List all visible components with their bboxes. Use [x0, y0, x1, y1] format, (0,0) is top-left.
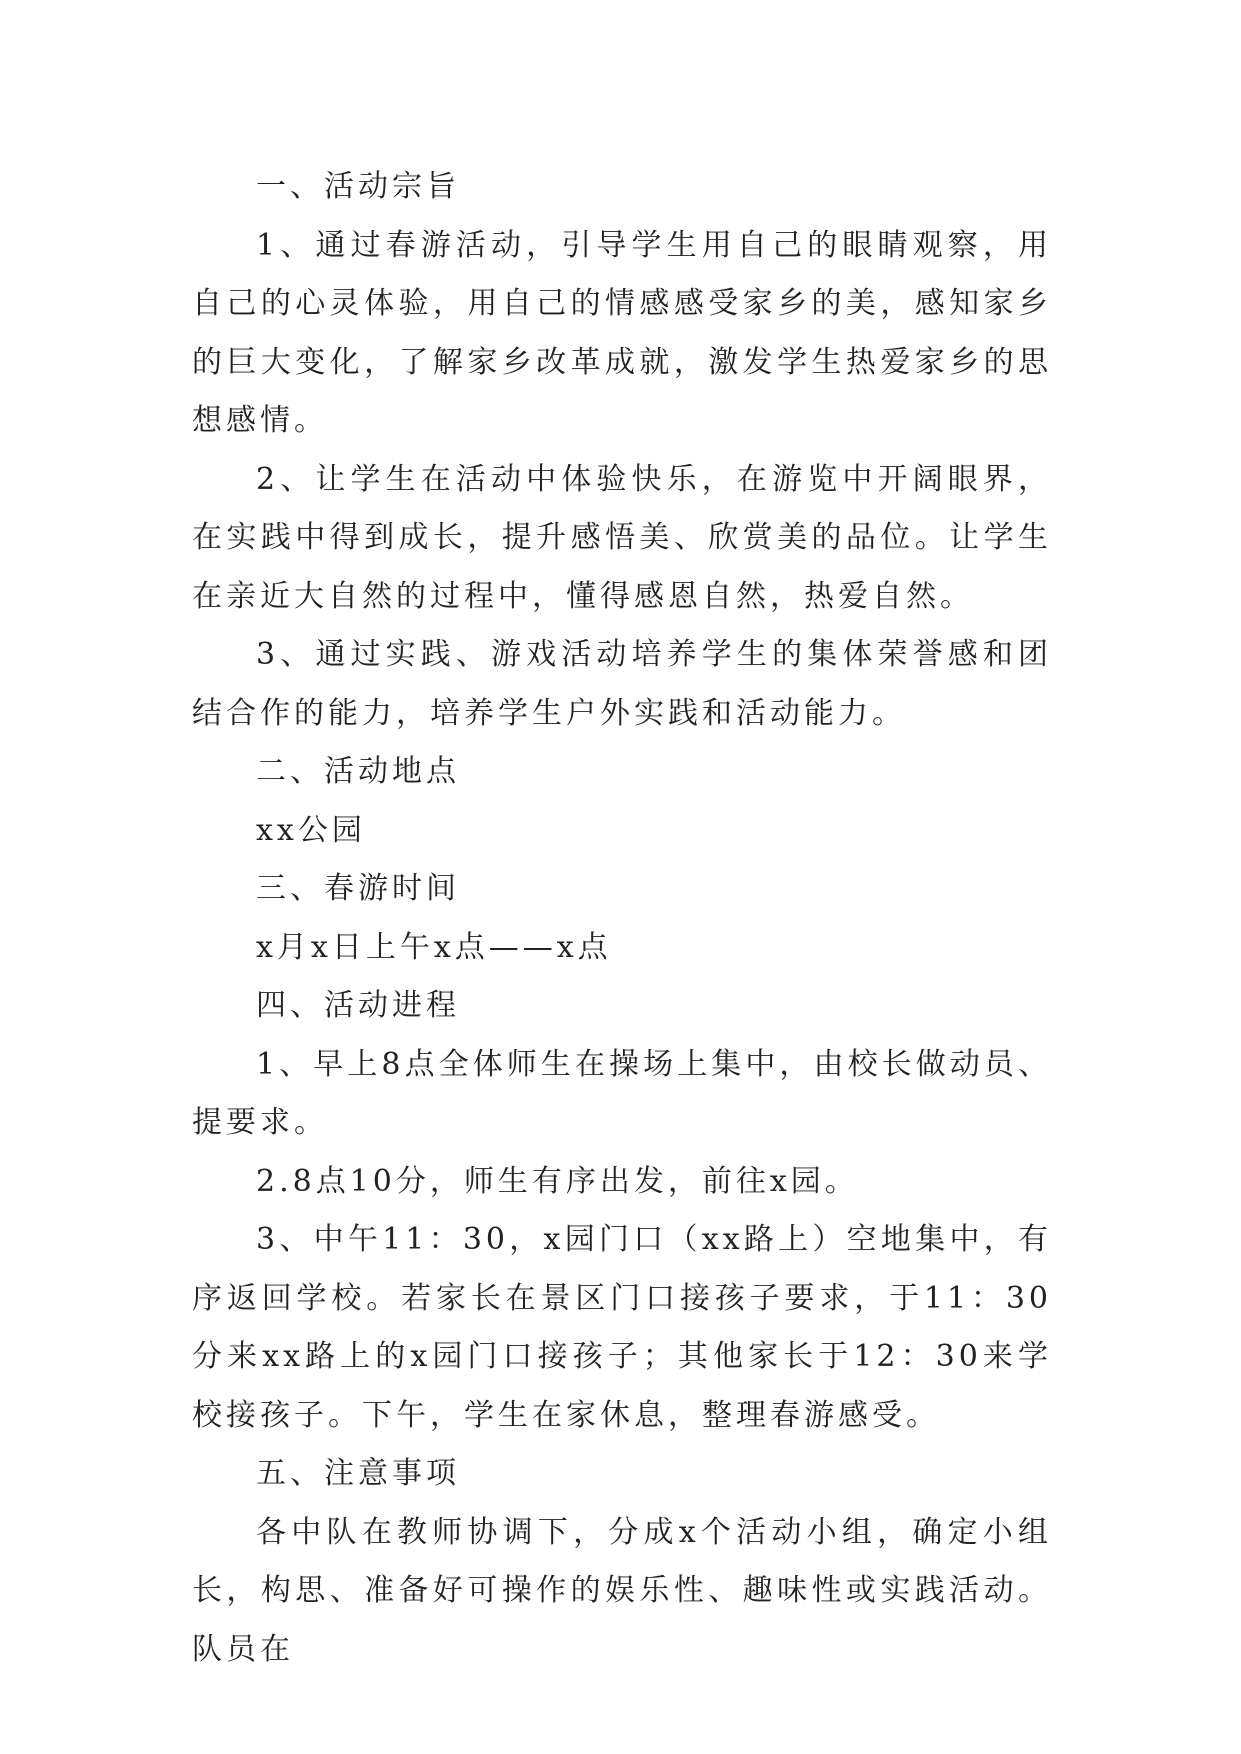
section-heading-notes: 五、注意事项 — [256, 1456, 460, 1491]
document-body — [192, 158, 1052, 1679]
section-heading-process: 四、活动进程 — [256, 988, 460, 1023]
process-item-1: 1、早上8点全体师生在操场上集中，由校长做动员、提要求。 — [192, 1046, 1052, 1140]
section-heading-location: 二、活动地点 — [256, 754, 460, 789]
process-item-2: 2.8点10分，师生有序出发，前往x园。 — [256, 1163, 859, 1199]
section-heading-purpose: 一、活动宗旨 — [256, 169, 460, 204]
location-text: xx公园 — [256, 812, 366, 848]
section-heading-time: 三、春游时间 — [256, 871, 460, 906]
purpose-item-1: 1、通过春游活动，引导学生用自己的眼睛观察，用自己的心灵体验，用自己的情感感受家乡的美，感知家乡的巨大变化，了解家乡改革成就，激发学生热爱家乡的思想感情。 — [192, 227, 1052, 438]
notes-text: 各中队在教师协调下，分成x个活动小组，确定小组长，构思、准备好可操作的娱乐性、趣味性或实践活动。队员在 — [192, 1514, 1052, 1667]
purpose-item-2: 2、让学生在活动中体验快乐，在游览中开阔眼界，在实践中得到成长，提升感悟美、欣赏美的品位。让学生在亲近大自然的过程中，懂得感恩自然，热爱自然。 — [192, 461, 1052, 614]
purpose-item-3: 3、通过实践、游戏活动培养学生的集体荣誉感和团结合作的能力，培养学生户外实践和活动能力。 — [192, 637, 1052, 731]
time-text: x月x日上午x点——x点 — [256, 929, 612, 965]
process-item-3: 3、中午11：30，x园门口（xx路上）空地集中，有序返回学校。若家长在景区门口接孩子要求，于11：30分来xx路上的x园门口接孩子；其他家长于12：30来学校接孩子。下午，学生在家休息，整理春游感受。 — [192, 1222, 1052, 1433]
